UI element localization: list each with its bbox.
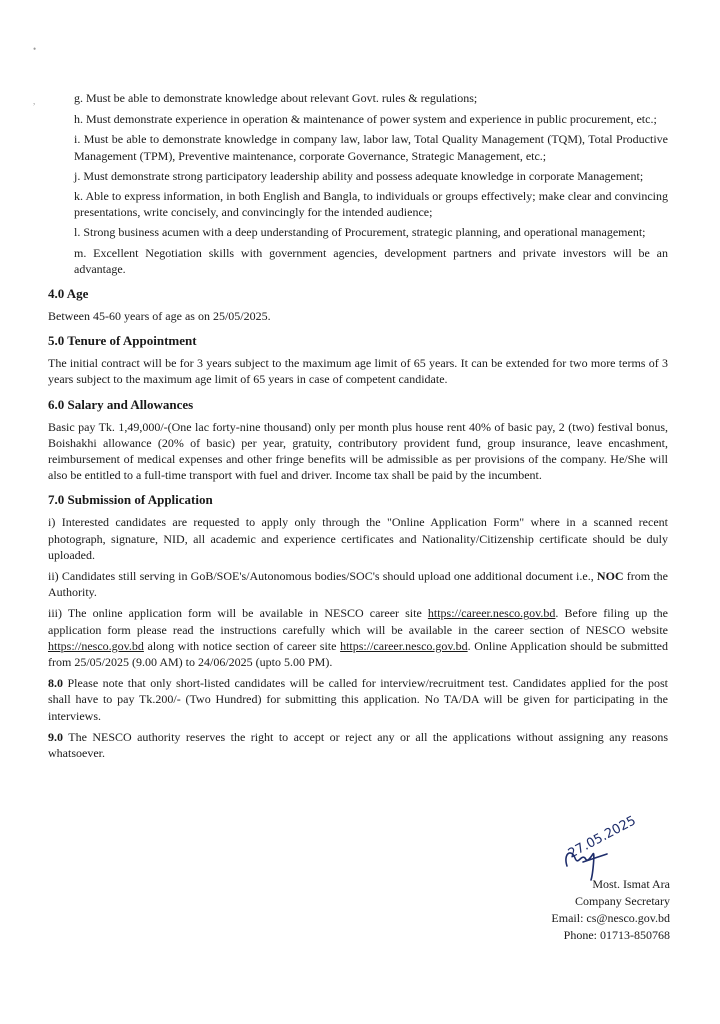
submission-paragraph-3: iii) The online application form will be available in NESCO career site https://career.nesco.gov.bd. Before filing up the application form please read the instructions carefully which will be available in the career section of NESCO website https://nesco.gov.bd along with notice section of career site https://career.nesco.gov.bd. Online Application should be submitted from 25/05/2025 (9.00 AM) to 24/06/2025 (upto 5.00 PM). bbox=[48, 606, 669, 670]
note-9: 9.0 The NESCO authority reserves the right to accept or reject any or all the applications without assigning any reasons whatsoever. bbox=[48, 729, 668, 761]
submission-paragraph-2: ii) Candidates still serving in GoB/SOE's/Autonomous bodies/SOC's should upload one additional document i.e., NOC from the Authority. bbox=[48, 569, 668, 600]
requirements-list bbox=[48, 90, 668, 277]
career-site-link[interactable]: https://career.nesco.gov.bd bbox=[340, 638, 468, 653]
list-item: m. Excellent Negotiation skills with government agencies, development partners and private investors will be an advantage. bbox=[74, 245, 668, 276]
signatory-phone: Phone: 01713-850768 bbox=[563, 928, 670, 942]
document-body bbox=[48, 90, 668, 766]
career-site-link[interactable]: https://career.nesco.gov.bd bbox=[427, 606, 556, 621]
section-heading-submission: 7.0 Submission of Application bbox=[48, 492, 213, 508]
signatory-block bbox=[490, 876, 670, 944]
list-item: l. Strong business acumen with a deep understanding of Procurement, strategic planning, and operational management; bbox=[74, 225, 646, 240]
scan-speck: , bbox=[33, 96, 36, 106]
salary-text: Basic pay Tk. 1,49,000/-(One lac forty-nine thousand) only per month plus house rent 40% of basic pay, 2 (two) festival bonus, Boishakhi allowance (20% of basic) per year, gratuity, contributory provident fund, group insurance, leave encashment, reimbursement of medical expenses and other fringe benefits will be admissible as per provisions of the company. He/She will also be entitled to a full-time transport with fuel and driver. Income tax shall be paid by the incumbent. bbox=[48, 419, 668, 483]
signatory-title: Company Secretary bbox=[575, 894, 670, 908]
nesco-website-link[interactable]: https://nesco.gov.bd bbox=[48, 638, 144, 653]
section-heading-age: 4.0 Age bbox=[48, 286, 89, 302]
list-item: j. Must demonstrate strong participatory leadership ability and possess adequate knowledge in corporate Management; bbox=[74, 168, 644, 183]
submission-paragraph-1: i) Interested candidates are requested to apply only through the "Online Application Form" where in a scanned recent photograph, signature, NID, all academic and experience certificates and Nationality/Citizenship certificate should be duly uploaded. bbox=[48, 515, 668, 562]
note-8: 8.0 Please note that only short-listed candidates will be called for interview/recruitment test. Candidates applied for the post shall have to pay Tk.200/- (Two Hundred) for submitting this application. No TA/DA will be given for participating in the interviews. bbox=[48, 676, 668, 723]
age-text: Between 45-60 years of age as on 25/05/2025. bbox=[48, 309, 271, 324]
list-item: i. Must be able to demonstrate knowledge in company law, labor law, Total Quality Management (TQM), Total Productive Management (TPM), Preventive maintenance, corporate Governance, Strategic Management, etc.; bbox=[74, 132, 668, 163]
note-number: 8.0 bbox=[48, 676, 63, 691]
list-item: k. Able to express information, in both English and Bangla, to individuals or groups effectively; make clear and convincing presentations, write concisely, and convincingly for the intended audience; bbox=[74, 189, 668, 220]
signatory-email: Email: cs@nesco.gov.bd bbox=[551, 911, 670, 925]
section-heading-salary: 6.0 Salary and Allowances bbox=[48, 396, 194, 412]
tenure-text: The initial contract will be for 3 years subject to the maximum age limit of 65 years. It can be extended for two more terms of 3 years subject to the maximum age limit of 65 years in case of competent candidate. bbox=[48, 356, 668, 387]
signature-date: 27.05.2025 bbox=[565, 813, 639, 862]
noc-term: NOC bbox=[596, 569, 624, 584]
list-item: g. Must be able to demonstrate knowledge about relevant Govt. rules & regulations; bbox=[74, 91, 478, 105]
list-item: h. Must demonstrate experience in operation & maintenance of power system and experience in public procurement, etc.; bbox=[74, 112, 657, 127]
scan-speck: • bbox=[33, 44, 37, 54]
signatory-name: Most. Ismat Ara bbox=[592, 877, 670, 891]
section-heading-tenure: 5.0 Tenure of Appointment bbox=[48, 333, 197, 349]
note-number: 9.0 bbox=[48, 729, 63, 744]
handwritten-signature bbox=[545, 813, 675, 884]
